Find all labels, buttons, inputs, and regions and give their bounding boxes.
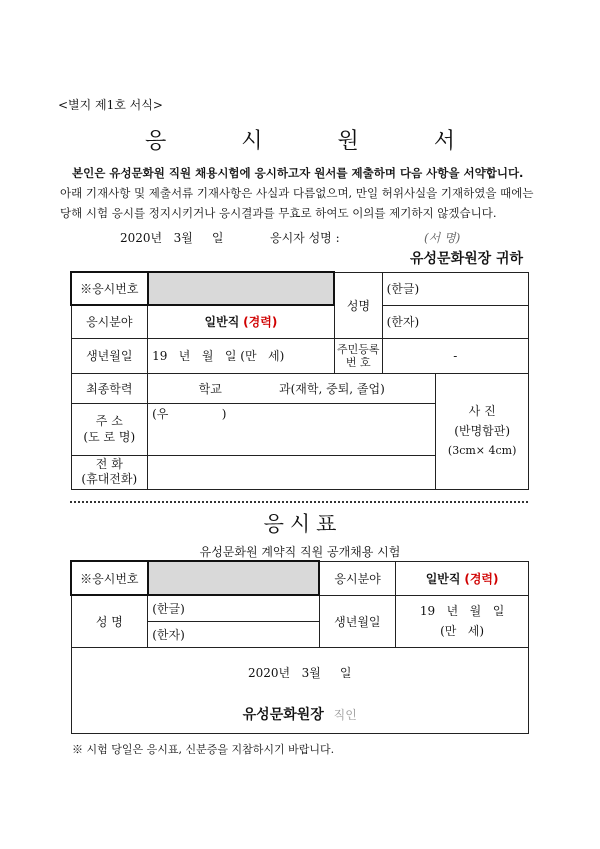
ticket-issuer: 유성문화원장	[242, 706, 324, 723]
birth-label: 생년월일	[71, 338, 148, 373]
exam-number-field[interactable]	[148, 272, 335, 305]
ticket-name-hanja-field[interactable]: (한자)	[148, 621, 319, 647]
address-field[interactable]: (우 )	[148, 403, 436, 455]
ticket-exam-number-label: ※응시번호	[71, 561, 148, 595]
photo-label: 사 진	[468, 404, 496, 418]
birth-field[interactable]: 19 년 월 일 (만 세)	[148, 338, 335, 373]
ticket-exam-number-field[interactable]	[148, 561, 319, 595]
field-label: 응시분야	[71, 305, 148, 338]
ticket-table	[70, 560, 529, 734]
addressee: 유성문화원장 귀하	[410, 251, 524, 267]
note-line-2: 당해 시험 응시를 정지시키거나 응시결과를 무효로 하여도 이의를 제기하지 않겠습니다.	[60, 206, 497, 220]
pledge-text: 본인은 유성문화원 직원 채용시험에 응시하고자 원서를 제출하며 다음 사항을 서약합니다.	[72, 166, 524, 180]
phone-field[interactable]	[148, 455, 436, 489]
photo-dimensions: (3cm× 4cm)	[447, 444, 517, 457]
name-korean-field[interactable]: (한글)	[382, 272, 528, 305]
ticket-title: 응시표	[263, 512, 343, 536]
education-label: 최종학력	[71, 373, 148, 403]
address-label: 주 소 (도 로 명)	[71, 403, 148, 455]
note-line-1: 아래 기재사항 및 제출서류 기재사항은 사실과 다름없으며, 만일 허위사실을 기재하였을 때에는	[60, 186, 534, 200]
footnote: ※ 시험 당일은 응시표, 신분증을 지참하시기 바랍니다.	[72, 743, 335, 756]
photo-box[interactable]	[436, 373, 529, 489]
exam-number-label: ※응시번호	[71, 272, 148, 305]
name-label: 성명	[334, 272, 382, 338]
applicant-label: 응시자 성명 :	[270, 231, 340, 245]
ticket-field-value: 일반직 (경력)	[396, 561, 529, 595]
ticket-subtitle: 유성문화원 계약직 직원 공개채용 시험	[199, 545, 401, 559]
field-value: 일반직 (경력)	[148, 305, 335, 338]
ticket-field-label: 응시분야	[319, 561, 396, 595]
ticket-date: 2020년 3월 일	[248, 665, 352, 680]
ticket-seal: 직인	[333, 707, 357, 722]
form-number: <별지 제1호 서식>	[58, 98, 163, 112]
cut-line	[70, 501, 528, 503]
education-field[interactable]: 학교 과(재학, 중퇴, 졸업)	[148, 373, 436, 403]
photo-size-type: (반명함판)	[454, 424, 511, 438]
application-table	[70, 271, 529, 490]
ticket-birth-label: 생년월일	[319, 595, 396, 647]
name-hanja-field[interactable]: (한자)	[382, 305, 528, 338]
resident-number-field[interactable]: -	[382, 338, 528, 373]
resident-number-label: 주민등록 번 호	[334, 338, 382, 373]
ticket-name-label: 성 명	[71, 595, 148, 647]
ticket-name-korean-field[interactable]: (한글)	[148, 595, 319, 621]
application-date: 2020년 3월 일	[120, 231, 224, 245]
signature-placeholder: (서 명)	[424, 231, 461, 245]
page-title: 응 시 원 서	[145, 129, 489, 154]
ticket-birth-field[interactable]: 19 년 월 일 (만 세)	[396, 595, 529, 647]
ticket-issue-cell	[71, 647, 529, 733]
phone-label: 전 화 (휴대전화)	[71, 455, 148, 489]
